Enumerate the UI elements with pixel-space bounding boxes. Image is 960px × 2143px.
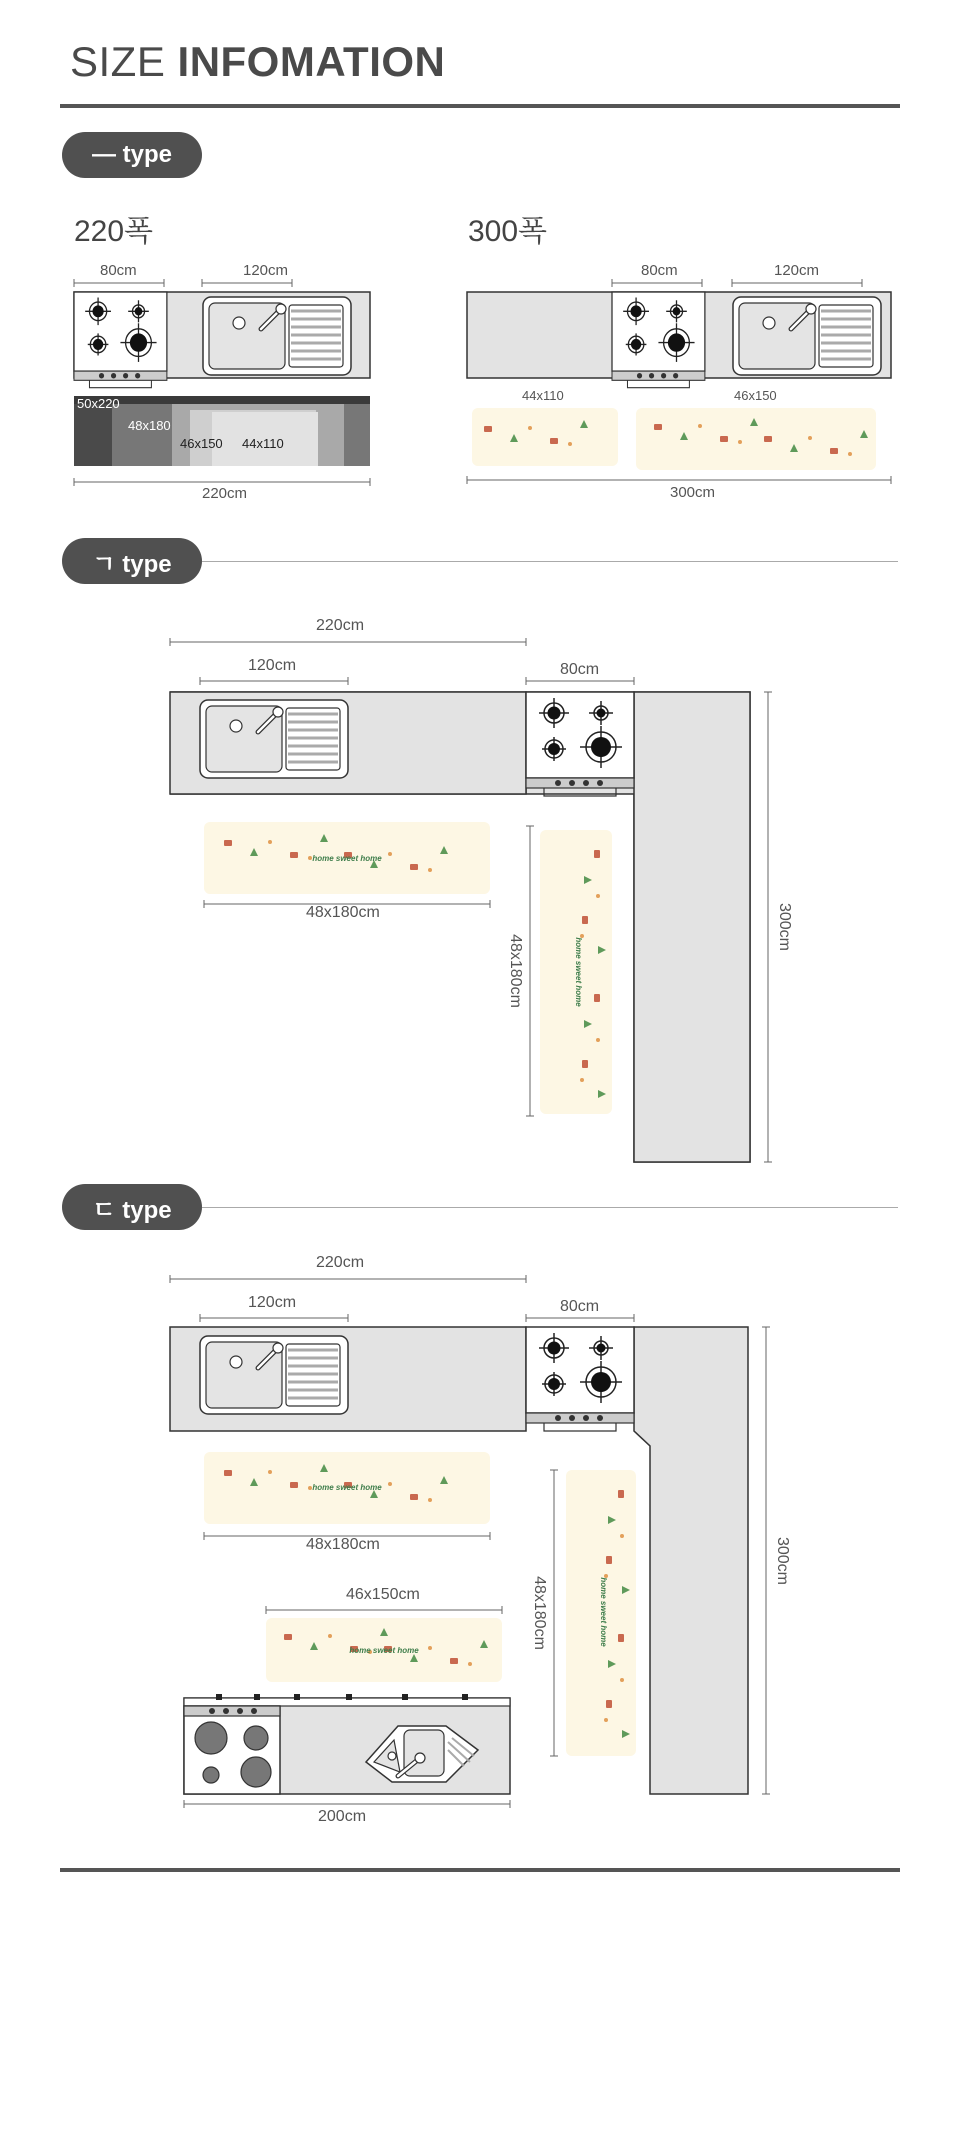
- mat-text: home sweet home: [312, 854, 382, 863]
- mat-label-46x150: 46x150: [734, 388, 777, 403]
- heading-300: 300폭: [468, 215, 548, 248]
- dim-bottom-u: 200cm: [318, 1808, 367, 1825]
- dim-stove-u: 80cm: [560, 1298, 600, 1315]
- swatch-label-44x110: 44x110: [242, 436, 284, 451]
- badge-u-type: ㄷ type: [62, 1184, 202, 1230]
- mat-v-label-l: 48x180cm: [506, 934, 524, 1008]
- dim-top-u: 220cm: [316, 1254, 365, 1271]
- swatch-label-46x150: 46x150: [180, 436, 223, 451]
- mat-text: home sweet home: [574, 937, 583, 1007]
- mat-text: home sweet home: [312, 1483, 382, 1492]
- dim-sink-u: 120cm: [248, 1294, 297, 1311]
- dim-stove-300: 80cm: [641, 262, 678, 279]
- dim-top-l: 220cm: [316, 617, 365, 634]
- dim-stove-l: 80cm: [560, 661, 600, 678]
- title-light: SIZE: [70, 38, 178, 85]
- dim-side-l: 300cm: [776, 902, 794, 952]
- mat-h-label-l: 48x180cm: [306, 904, 380, 921]
- mat-text: home sweet home: [599, 1577, 608, 1647]
- dim-stove-220: 80cm: [100, 262, 137, 279]
- dim-overall-300: 300cm: [670, 484, 716, 501]
- dim-sink-220: 120cm: [243, 262, 289, 279]
- dim-side-u: 300cm: [774, 1536, 792, 1586]
- mat-text: home sweet home: [349, 1646, 419, 1655]
- diagram-220-straight: [74, 279, 370, 486]
- mat-v-label-u: 48x180cm: [530, 1576, 548, 1650]
- diagram-l-type: [170, 638, 772, 1162]
- mat-h-label-u: 48x180cm: [306, 1536, 380, 1553]
- diagram-300-straight: [467, 279, 891, 484]
- dim-sink-300: 120cm: [774, 262, 820, 279]
- diagram-u-type: [170, 1275, 770, 1808]
- swatch-label-48x180: 48x180: [128, 418, 171, 433]
- title-bold: INFOMATION: [177, 38, 446, 85]
- swatch-label-50x220: 50x220: [77, 396, 120, 411]
- heading-220: 220폭: [74, 215, 154, 248]
- badge-straight-type: — type: [62, 132, 202, 178]
- mat-label-44x110: 44x110: [522, 388, 564, 403]
- dim-sink-l: 120cm: [248, 657, 297, 674]
- dim-overall-220: 220cm: [202, 485, 248, 502]
- mat-mid-label-u: 46x150cm: [346, 1586, 420, 1603]
- badge-l-type: ㄱ type: [62, 538, 202, 584]
